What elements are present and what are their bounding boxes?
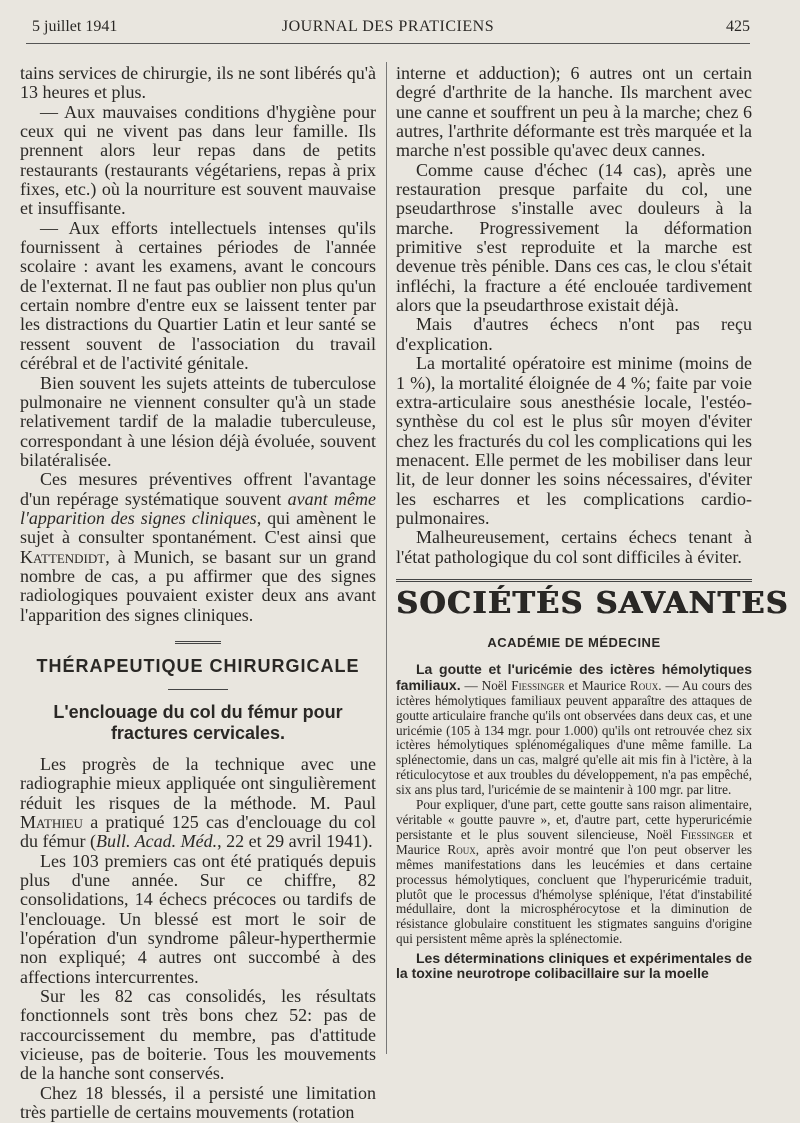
left-column <box>20 64 376 1123</box>
paragraph: Ces mesures préventives offrent l'avantage d'un repérage systématique souvent avant même l'apparition des signes cliniques, qui amènent le sujet à consulter spontanément. C'est ainsi que Kattendidt, à Munich, se basant sur un grand nombre de cas, a pu affirmer que des signes radiologiques pouvaient exister deux ans avant l'apparition des signes cliniques. <box>20 469 376 625</box>
paragraph: interne et adduction); 6 autres ont un certain degré d'arthrite de la hanche. Ils marchent avec une canne et souffrent un peu à la marche; chez 6 autres, l'arthrite déformante est très marquée et la marche n'est possible qu'avec deux cannes. <box>396 63 752 161</box>
right-column <box>396 63 789 982</box>
paragraph: Bien souvent les sujets atteints de tuberculose pulmonaire ne viennent consulter qu'à un stade relativement tardif de la maladie tuberculeuse, correspondant à une lésion déjà évoluée, souvent bilatéralisée. <box>20 372 376 470</box>
author-name: Fiessinger <box>511 677 565 693</box>
paragraph: — Aux efforts intellectuels intenses qu'ils fournissent à certaines périodes de l'année scolaire : avant les examens, avant le concours de l'externat. Il ne faut pas oublier non plus qu'un certain nombre d'entre eux se laissent tenter par les distractions du Quartier Latin et leur santé se ressent souvent de l'association du travail cérébral et de l'activité génitale. <box>20 217 376 374</box>
paragraph: Chez 18 blessés, il a persisté une limitation très partielle de certains mouvements (rotation <box>20 1082 376 1123</box>
paragraph: Malheureusement, certains échecs tenant à l'état pathologique du col sont difficiles à éviter. <box>396 527 752 567</box>
header-rule <box>26 43 750 44</box>
paragraph: Sur les 82 cas consolidés, les résultats fonctionnels sont très bons chez 52: pas de raccourcissement du membre, pas d'attitude vicieuse, pas de boiterie. Tous les mouvements de la hanche sont conservés. <box>20 986 376 1084</box>
paragraph: La mortalité opératoire est minime (moins de 1 %), la mortalité éloignée de 4 %; faite par voie extra-articulaire sous anesthésie locale, l'estéo-synthèse du col est le plus sûr moyen d'éviter chez les fracturés du col les complications qui les menacent. Elle permet de les mobiliser dans leur lit, de leur donner les soins nécessaires, d'éviter les escharres et les complications cardio-pulmonaires. <box>396 353 752 528</box>
paragraph: Comme cause d'échec (14 cas), après une restauration presque parfaite du col, une pseudarthrose s'installe avec douleurs à la marche. Progressivement la déformation primitive s'est reproduite et la marche est devenue très pénible. Dans ces cas, le clou s'était infléchi, la fracture a été enclouée tardivement alors que la pseudarthrose existait déjà. <box>396 159 752 316</box>
communication-1 <box>396 662 752 947</box>
page-header <box>26 14 750 38</box>
paragraph: Pour expliquer, d'une part, cette goutte sans raison alimentaire, véritable « goutte pauvre », et, d'autre part, cette hyperuricémie persistante et le plus souvent silencieuse, Noël Fiessinger et Maurice Roux, après avoir montré que l'on peut observer les mêmes manifestations dans les leucémies et dans certaine processus hémolytiques, concluent que l'hyperuricémie traduit, plutôt que le processus d'hémolyse splénique, l'état d'instabilité médullaire, dont la microsphérocytose et la diminution de résistance globulaire constituent les stigmates sanguins d'origine qui persistent même après la splénectomie. <box>396 797 752 947</box>
reference: Bull. Acad. Méd. <box>95 831 218 852</box>
paragraph: Les progrès de la technique avec une radiographie mieux appliquée ont singulièrement réduit les risques de la méthode. M. Paul Mathieu a pratiqué 125 cas d'enclouage du col du fémur (Bull. Acad. Méd., 22 et 29 avril 1941). <box>20 753 376 852</box>
article-title: L'enclouage du col du fémur pour fractures cervicales. <box>53 701 343 743</box>
author-name: Fiessinger <box>680 826 734 842</box>
academie-heading: ACADÉMIE DE MÉDECINE <box>487 634 661 650</box>
paragraph: La goutte et l'uricémie des ictères hémolytiques familiaux. — Noël Fiessinger et Maurice Roux. — Au cours des ictères hémolytiques familiaux peuvent apparaître des attaques de goutte articulaire franche qu'ils ont observées dans deux cas, et une uricémie (105 à 134 mgr. pour 1.000) qu'ils ont retrouvée chez six ictères hémolytiques splénomégaliques d'une même famille. La splénectomie, dans un cas, malgré qu'elle ait mis fin à l'ictère, à la réticulocytose et aux troubles du développement, n'a pas empêché, six ans plus tard, l'uricémie de se maintenir à 100 mgr. par litre. <box>396 660 753 798</box>
emphasis: avant même l'apparition des signes cliniques <box>20 488 376 528</box>
author-name: Roux <box>447 841 476 857</box>
paragraph: Les 103 premiers cas ont été pratiqués depuis plus d'une année. Sur ce chiffre, 82 consolidations, 14 échecs précoces ou tardifs de l'enclouage. Un blessé est mort le soir de l'opération d'un syndrome pâleur-hyperthermie non expliqué; 4 autres ont succombé à des affections intercurrentes. <box>20 850 376 987</box>
section-separator <box>175 641 221 644</box>
journal-title: JOURNAL DES PRATICIENS <box>281 18 495 35</box>
section-separator <box>396 579 752 582</box>
column-divider <box>386 62 387 1054</box>
heading-rule <box>168 689 228 690</box>
communication-title: La goutte et l'uricémie des ictères hémolytiques familiaux. <box>396 660 752 693</box>
paragraph: — Aux mauvaises conditions d'hygiène pour ceux qui ne vivent pas dans leur famille. Ils prennent alors leur repas dans de petits restaurants (restaurants végétariens, repas à prix fixes, etc.) où la nourriture est souvent mauvaise et insuffisante. <box>20 101 376 219</box>
page-number: 425 <box>726 18 750 35</box>
section-heading: THÉRAPEUTIQUE CHIRURGICALE <box>36 655 360 676</box>
author-name: Mathieu <box>20 812 83 832</box>
paragraph: Mais d'autres échecs n'ont pas reçu d'explication. <box>396 314 752 354</box>
communication-title: Les déterminations cliniques et expérimentales de la toxine neurotrope colibacillaire sur la moelle <box>396 950 752 982</box>
author-name: Roux <box>629 677 659 693</box>
author-name: Kattendidt <box>20 546 106 567</box>
paragraph: tains services de chirurgie, ils ne sont libérés qu'à 13 heures et plus. <box>20 63 376 103</box>
societes-savantes-heading: SOCIÉTÉS SAVANTES <box>396 585 789 621</box>
issue-date: 5 juillet 1941 <box>32 18 118 35</box>
